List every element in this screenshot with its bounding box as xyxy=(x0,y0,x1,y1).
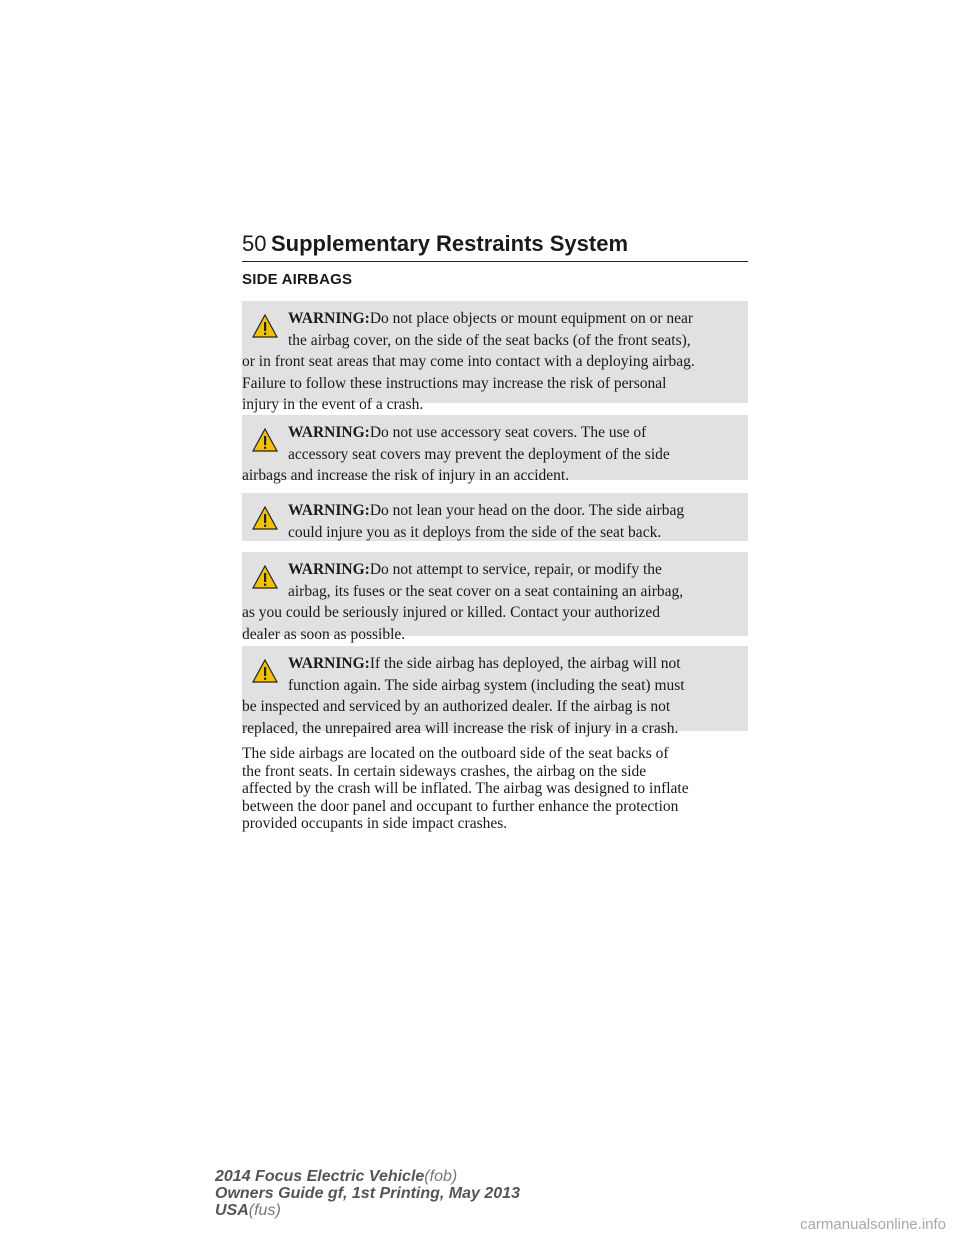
warning-text: Do not use accessory seat covers. The use of xyxy=(369,424,647,441)
warning-box-2 xyxy=(242,415,748,484)
body-line: provided occupants in side impact crashes. xyxy=(242,815,508,832)
warning-text: Do not place objects or mount equipment on or near xyxy=(369,310,694,327)
footer-vehicle-title: 2014 Focus Electric Vehicle xyxy=(215,1168,425,1185)
warning-line xyxy=(242,559,744,581)
warning-triangle-icon xyxy=(242,502,288,542)
warning-line: the airbag cover, on the side of the seat backs (of the front seats), xyxy=(288,331,691,349)
warning-line: replaced, the unrepaired area will increase the risk of injury in a crash. xyxy=(242,719,679,737)
warning-box-4 xyxy=(242,552,748,643)
warning-triangle-icon xyxy=(242,310,288,350)
footer-region: USA xyxy=(215,1202,249,1219)
page-header xyxy=(242,229,748,262)
body-line: between the door panel and occupant to further enhance the protection xyxy=(242,797,679,815)
warning-line: airbag, its fuses or the seat cover on a seat containing an airbag, xyxy=(288,582,684,600)
warning-text: Do not attempt to service, repair, or modify the xyxy=(369,561,662,578)
warning-text: Do not lean your head on the door. The side airbag xyxy=(369,502,685,519)
footer-line-1 xyxy=(215,1168,520,1185)
warning-line xyxy=(242,308,744,330)
warning-label: WARNING: xyxy=(288,655,370,672)
body-line: the front seats. In certain sideways crashes, the airbag on the side xyxy=(242,762,647,780)
page-footer xyxy=(215,1168,520,1219)
warning-line: as you could be seriously injured or killed. Contact your authorized xyxy=(242,604,660,621)
footer-line-3 xyxy=(215,1202,520,1219)
warning-label: WARNING: xyxy=(288,424,370,441)
warning-line: Failure to follow these instructions may increase the risk of personal xyxy=(242,374,667,392)
body-line: affected by the crash will be inflated. The airbag was designed to inflate xyxy=(242,780,689,797)
footer-region-code: (fus) xyxy=(248,1202,281,1219)
warning-line xyxy=(242,653,744,675)
warning-label: WARNING: xyxy=(288,502,370,519)
warning-box-1 xyxy=(242,301,748,413)
warning-line xyxy=(242,422,744,444)
warning-line: function again. The side airbag system (including the seat) must xyxy=(288,676,685,694)
page-number: 50 xyxy=(242,231,267,256)
body-line: The side airbags are located on the outboard side of the seat backs of xyxy=(242,745,669,762)
warning-line: injury in the event of a crash. xyxy=(242,396,424,413)
warning-line: be inspected and serviced by an authorized dealer. If the airbag is not xyxy=(242,698,671,715)
warning-box-5 xyxy=(242,646,748,737)
warning-line: dealer as soon as possible. xyxy=(242,625,406,643)
warning-line: airbags and increase the risk of injury in an accident. xyxy=(242,467,570,484)
footer-line-2: Owners Guide gf, 1st Printing, May 2013 xyxy=(215,1185,520,1202)
warning-label: WARNING: xyxy=(288,561,370,578)
footer-vehicle-code: (fob) xyxy=(424,1168,458,1185)
section-heading: SIDE AIRBAGS xyxy=(242,271,353,288)
warning-line: accessory seat covers may prevent the deployment of the side xyxy=(288,445,670,463)
warning-box-3 xyxy=(242,493,748,541)
warning-text: If the side airbag has deployed, the airbag will not xyxy=(369,655,681,672)
warning-triangle-icon xyxy=(242,561,288,601)
warning-line: could injure you as it deploys from the side of the seat back. xyxy=(288,523,662,541)
warning-line xyxy=(242,500,744,522)
chapter-title: Supplementary Restraints System xyxy=(271,231,629,256)
body-paragraph xyxy=(242,745,752,833)
watermark: carmanualsonline.info xyxy=(800,1216,946,1233)
warning-triangle-icon xyxy=(242,424,288,464)
warning-label: WARNING: xyxy=(288,310,370,327)
warning-triangle-icon xyxy=(242,655,288,695)
warning-line: or in front seat areas that may come into contact with a deploying airbag. xyxy=(242,353,695,370)
